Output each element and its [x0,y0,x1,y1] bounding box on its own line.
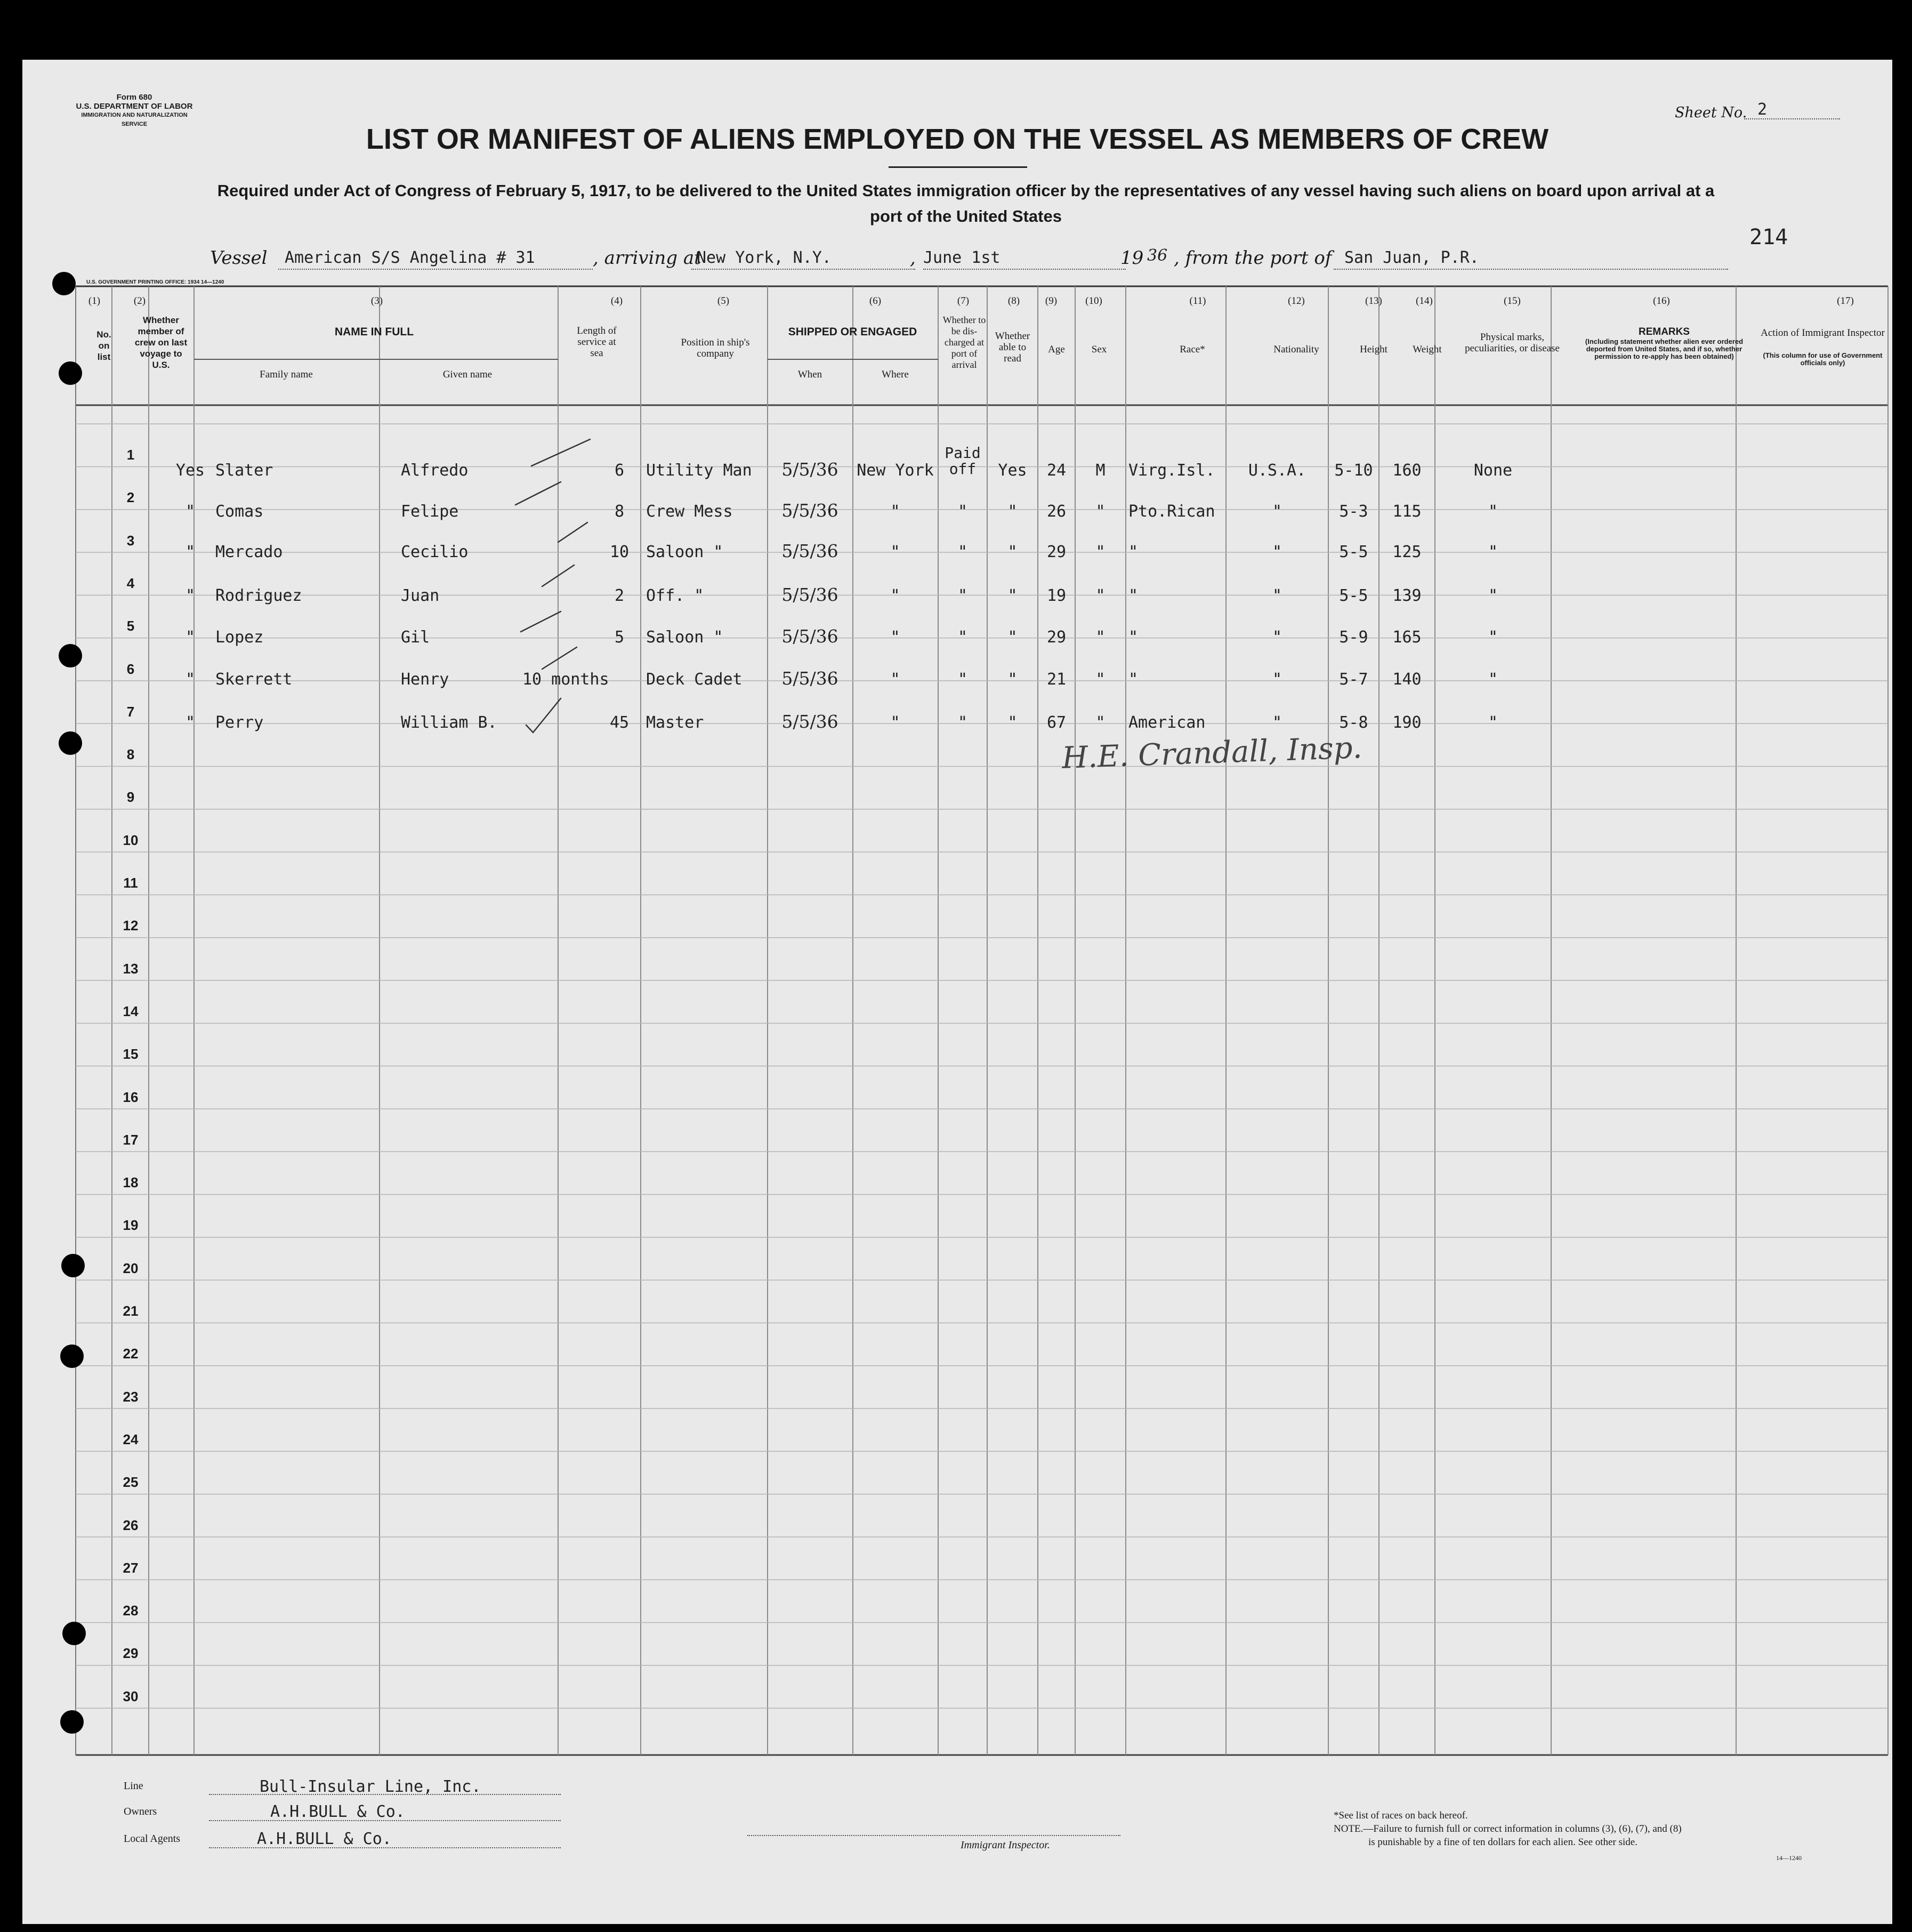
crew-cell-age: 24 [1046,461,1067,480]
crew-cell-discharged: " [957,586,968,605]
crew-cell-last: " [185,628,196,647]
row-number: 4 [126,575,135,591]
crew-cell-weight: 190 [1392,713,1422,732]
row-number: 22 [123,1346,139,1362]
col-num-8: (8) [1007,295,1020,307]
department-label: U.S. DEPARTMENT OF LABOR [76,102,193,111]
crew-cell-position: Crew Mess [646,502,733,521]
crew-cell-last: " [185,502,196,521]
inspector-underline [747,1835,1120,1836]
row-number: 24 [123,1431,139,1447]
col-head-weight: Weight [1413,344,1442,355]
col-num-12: (12) [1288,295,1305,307]
crew-cell-sex: " [1095,502,1106,521]
crew-cell-sex: M [1095,461,1106,480]
crew-cell-given: William B. [401,713,497,732]
col-num-3: (3) [370,295,383,307]
footer-agents-label: Local Agents [124,1833,181,1845]
crew-cell-discharged: " [957,670,968,689]
binder-hole [60,1710,84,1734]
crew-cell-race: " [1128,543,1139,561]
crew-cell-marks: " [1488,543,1498,561]
crew-cell-given: Cecilio [401,543,469,561]
col-num-10: (10) [1085,295,1102,307]
row-number: 27 [123,1559,139,1576]
row-number: 13 [123,960,139,977]
crew-cell-service: 6 [614,461,625,480]
year-prefix: 19 [1120,247,1144,269]
row-number: 19 [123,1217,139,1234]
footer-owners-label: Owners [124,1806,157,1817]
sheet-number: 2 [1757,100,1768,119]
subtitle-line-2: port of the United States [870,207,1062,226]
col-head-length: Length of service at sea [577,325,617,359]
crew-cell-given: Henry [401,670,449,689]
row-number: 1 [126,447,135,463]
col-head-name: NAME IN FULL [334,326,414,338]
col-num-17: (17) [1837,295,1854,307]
binder-hole [61,1254,85,1277]
crew-cell-where: " [890,713,900,732]
crew-cell-nationality: U.S.A. [1248,461,1306,480]
crew-cell-sex: " [1095,670,1106,689]
col-head-discharged: Whether to be dis-charged at port of arrival [942,315,986,370]
binder-hole [59,644,82,667]
crew-cell-when: 5/5/36 [781,711,838,732]
crew-cell-sex: " [1095,628,1106,647]
crew-cell-read: Yes [998,461,1027,480]
crew-cell-family: Comas [215,502,264,521]
crew-cell-weight: 160 [1392,461,1422,480]
crew-cell-read: " [1007,670,1018,689]
crew-cell-family: Mercado [215,543,283,561]
footer-line-value: Bull-Insular Line, Inc. [260,1777,481,1796]
crew-cell-last: " [185,543,196,561]
crew-cell-when: 5/5/36 [781,668,838,689]
row-number: 30 [123,1688,139,1704]
col-head-race: Race* [1180,344,1205,355]
crew-cell-position: Saloon " [646,628,723,647]
arriving-port: New York, N.Y. [697,248,832,267]
crew-cell-race: Pto.Rican [1128,502,1215,521]
crew-cell-last: Yes [175,461,205,480]
crew-cell-weight: 140 [1392,670,1422,689]
crew-cell-read: " [1007,543,1018,561]
from-label: , from the port of [1174,247,1332,269]
crew-cell-read: " [1007,713,1018,732]
form-number: Form 680 [116,93,152,102]
crew-cell-given: Felipe [401,502,459,521]
col-head-sex: Sex [1091,344,1107,355]
row-number: 9 [126,789,135,806]
binder-hole [52,272,76,295]
crew-cell-nationality: " [1272,713,1282,732]
footer-owners-value: A.H.BULL & Co. [270,1802,405,1821]
crew-cell-age: 29 [1046,628,1067,647]
binder-hole [59,731,82,755]
col-num-4: (4) [610,295,623,307]
crew-cell-marks: " [1488,713,1498,732]
crew-cell-family: Skerrett [215,670,293,689]
crew-cell-sex: " [1095,586,1106,605]
binder-hole [62,1622,86,1645]
crew-cell-where: " [890,502,900,521]
crew-cell-where: " [890,586,900,605]
footer-form-code: 14—1240 [1776,1854,1802,1862]
crew-cell-weight: 115 [1392,502,1422,521]
row-number: 6 [126,661,135,677]
crew-cell-height: 5-9 [1339,628,1368,647]
crew-cell-when: 5/5/36 [781,500,838,521]
crew-cell-age: 21 [1046,670,1067,689]
row-number: 5 [126,618,135,634]
inspector-signature: H.E. Crandall, Insp. [1061,730,1363,776]
crew-cell-height: 5-5 [1339,586,1368,605]
crew-cell-marks: None [1473,461,1513,480]
col-num-2: (2) [133,295,146,307]
crew-cell-last: " [185,586,196,605]
col-num-15: (15) [1504,295,1521,307]
page-number: 214 [1749,225,1788,249]
crew-cell-last: " [185,670,196,689]
col-head-given: Given name [442,369,493,380]
crew-cell-position: Deck Cadet [646,670,743,689]
col-head-action: Action of Immigrant Inspector [1761,327,1885,339]
arrival-date: June 1st [923,248,1001,267]
crew-cell-discharged: Paid off [945,444,981,478]
col-num-1: (1) [88,295,101,307]
crew-cell-service: 8 [614,502,625,521]
crew-cell-weight: 165 [1392,628,1422,647]
crew-cell-family: Rodriguez [215,586,302,605]
from-port: San Juan, P.R. [1344,248,1479,267]
crew-cell-marks: " [1488,628,1498,647]
crew-cell-marks: " [1488,586,1498,605]
crew-cell-sex: " [1095,713,1106,732]
crew-cell-age: 29 [1046,543,1067,561]
col-num-7: (7) [957,295,970,307]
col-head-position: Position in ship's company [681,337,750,359]
col-head-no: No. on list [96,329,111,362]
vessel-name: American S/S Angelina # 31 [285,248,535,267]
crew-cell-when: 5/5/36 [781,541,838,561]
crew-cell-read: " [1007,586,1018,605]
col-num-14: (14) [1416,295,1433,307]
crew-cell-given: Gil [401,628,430,647]
crew-cell-height: 5-5 [1339,543,1368,561]
col-head-height: Height [1360,344,1387,355]
immigrant-inspector-label: Immigrant Inspector. [961,1839,1050,1851]
row-number: 8 [126,746,135,763]
crew-cell-position: Off. " [646,586,704,605]
col-head-family: Family name [260,369,313,380]
manifest-sheet [22,60,1892,1924]
col-num-5: (5) [717,295,730,307]
crew-cell-service: 5 [614,628,625,647]
year-value: 36 [1147,246,1168,265]
crew-cell-given: Alfredo [401,461,469,480]
crew-cell-position: Saloon " [646,543,723,561]
col-head-physical: Physical marks, peculiarities, or disease [1465,332,1560,354]
crew-cell-age: 26 [1046,502,1067,521]
crew-cell-height: 5-8 [1339,713,1368,732]
sheet-label: Sheet No. [1675,104,1747,121]
page-title: LIST OR MANIFEST OF ALIENS EMPLOYED ON THE VESSEL AS MEMBERS OF CREW [366,123,1549,155]
col-num-6: (6) [869,295,882,307]
crew-cell-race: " [1128,586,1139,605]
crew-cell-race: " [1128,670,1139,689]
crew-cell-age: 67 [1046,713,1067,732]
row-number: 20 [123,1260,139,1276]
row-number: 29 [123,1645,139,1662]
row-number: 26 [123,1517,139,1533]
col-head-where: Where [882,369,909,380]
crew-cell-when: 5/5/36 [781,584,838,605]
crew-cell-read: " [1007,628,1018,647]
service-label: IMMIGRATION AND NATURALIZATION SERVICE [81,112,188,127]
footer-note-3: is punishable by a fine of ten dollars for each alien. See other side. [1368,1837,1637,1848]
col-head-remarks-sub: (Including statement whether alien ever ordered deported from United States, and if so, whether permission to re-apply has been obtained) [1585,337,1744,360]
row-number: 11 [123,875,138,891]
crew-cell-marks: " [1488,670,1498,689]
crew-cell-discharged: " [957,713,968,732]
crew-cell-race: " [1128,628,1139,647]
crew-cell-nationality: " [1272,628,1282,647]
crew-cell-family: Slater [215,461,273,480]
crew-cell-when: 5/5/36 [781,626,838,647]
col-num-9: (9) [1045,295,1058,307]
crew-cell-discharged: " [957,543,968,561]
crew-cell-race: Virg.Isl. [1128,461,1215,480]
col-head-read: Whether able to read [995,331,1030,364]
crew-cell-where: New York [857,461,934,480]
row-number: 14 [123,1003,139,1019]
row-number: 17 [123,1131,139,1148]
row-number: 12 [123,917,139,934]
crew-cell-nationality: " [1272,586,1282,605]
crew-cell-given: Juan [401,586,440,605]
crew-cell-nationality: " [1272,670,1282,689]
crew-cell-read: " [1007,502,1018,521]
crew-cell-service: 2 [614,586,625,605]
footer-agents-value: A.H.BULL & Co. [257,1830,392,1848]
binder-hole [60,1345,84,1368]
row-number: 28 [123,1603,139,1619]
row-number: 25 [123,1474,139,1491]
crew-cell-family: Lopez [215,628,264,647]
crew-cell-last: " [185,713,196,732]
crew-cell-service: 10 [609,543,630,561]
crew-cell-age: 19 [1046,586,1067,605]
crew-cell-height: 5-7 [1339,670,1368,689]
footer-line-label: Line [124,1780,143,1792]
row-number: 21 [123,1303,139,1319]
subtitle-line-1: Required under Act of Congress of February 5, 1917, to be delivered to the United States immigration officer by the representatives of any vessel having such aliens on board upon arrival at a [217,181,1715,200]
col-head-action-sub: (This column for use of Government officials only) [1763,351,1883,367]
crew-cell-position: Master [646,713,704,732]
crew-cell-when: 5/5/36 [781,459,838,480]
crew-cell-where: " [890,543,900,561]
col-head-last-voyage: Whether member of crew on last voyage to U.S. [134,315,188,370]
printing-office: U.S. GOVERNMENT PRINTING OFFICE: 1934 14—1240 [86,279,224,285]
row-number: 18 [123,1174,139,1191]
crew-cell-family: Perry [215,713,264,732]
col-head-age: Age [1048,344,1065,355]
binder-hole [59,361,82,385]
crew-cell-service: 10 months [522,670,609,689]
row-number: 15 [123,1046,139,1062]
row-number: 10 [123,832,139,848]
crew-cell-discharged: " [957,502,968,521]
check-marks [22,60,1892,859]
col-num-11: (11) [1189,295,1206,307]
crew-cell-marks: " [1488,502,1498,521]
crew-cell-height: 5-3 [1339,502,1368,521]
crew-cell-sex: " [1095,543,1106,561]
crew-cell-where: " [890,628,900,647]
date-comma: , [910,247,916,269]
col-num-13: (13) [1365,295,1382,307]
vessel-label: Vessel [210,247,268,269]
crew-cell-weight: 139 [1392,586,1422,605]
crew-cell-where: " [890,670,900,689]
col-head-nationality: Nationality [1273,344,1319,355]
row-number: 3 [126,532,135,549]
footer-note-1: *See list of races on back hereof. [1334,1810,1468,1821]
col-num-16: (16) [1653,295,1670,307]
col-head-when: When [797,369,822,380]
crew-cell-service: 45 [609,713,630,732]
col-head-shipped: SHIPPED OR ENGAGED [788,326,917,338]
footer-note-2: NOTE.—Failure to furnish full or correct information in columns (3), (6), (7), and (8) [1334,1823,1682,1834]
row-number: 7 [126,703,135,720]
row-number: 16 [123,1089,139,1105]
arriving-label: , arriving at [593,247,701,269]
crew-cell-weight: 125 [1392,543,1422,561]
row-number: 2 [126,489,135,506]
crew-cell-height: 5-10 [1334,461,1373,480]
row-number: 23 [123,1388,139,1405]
crew-cell-nationality: " [1272,502,1282,521]
crew-cell-race: American [1128,713,1206,732]
crew-cell-position: Utility Man [646,461,752,480]
crew-cell-discharged: " [957,628,968,647]
crew-cell-nationality: " [1272,543,1282,561]
col-head-remarks: REMARKS [1638,326,1690,337]
